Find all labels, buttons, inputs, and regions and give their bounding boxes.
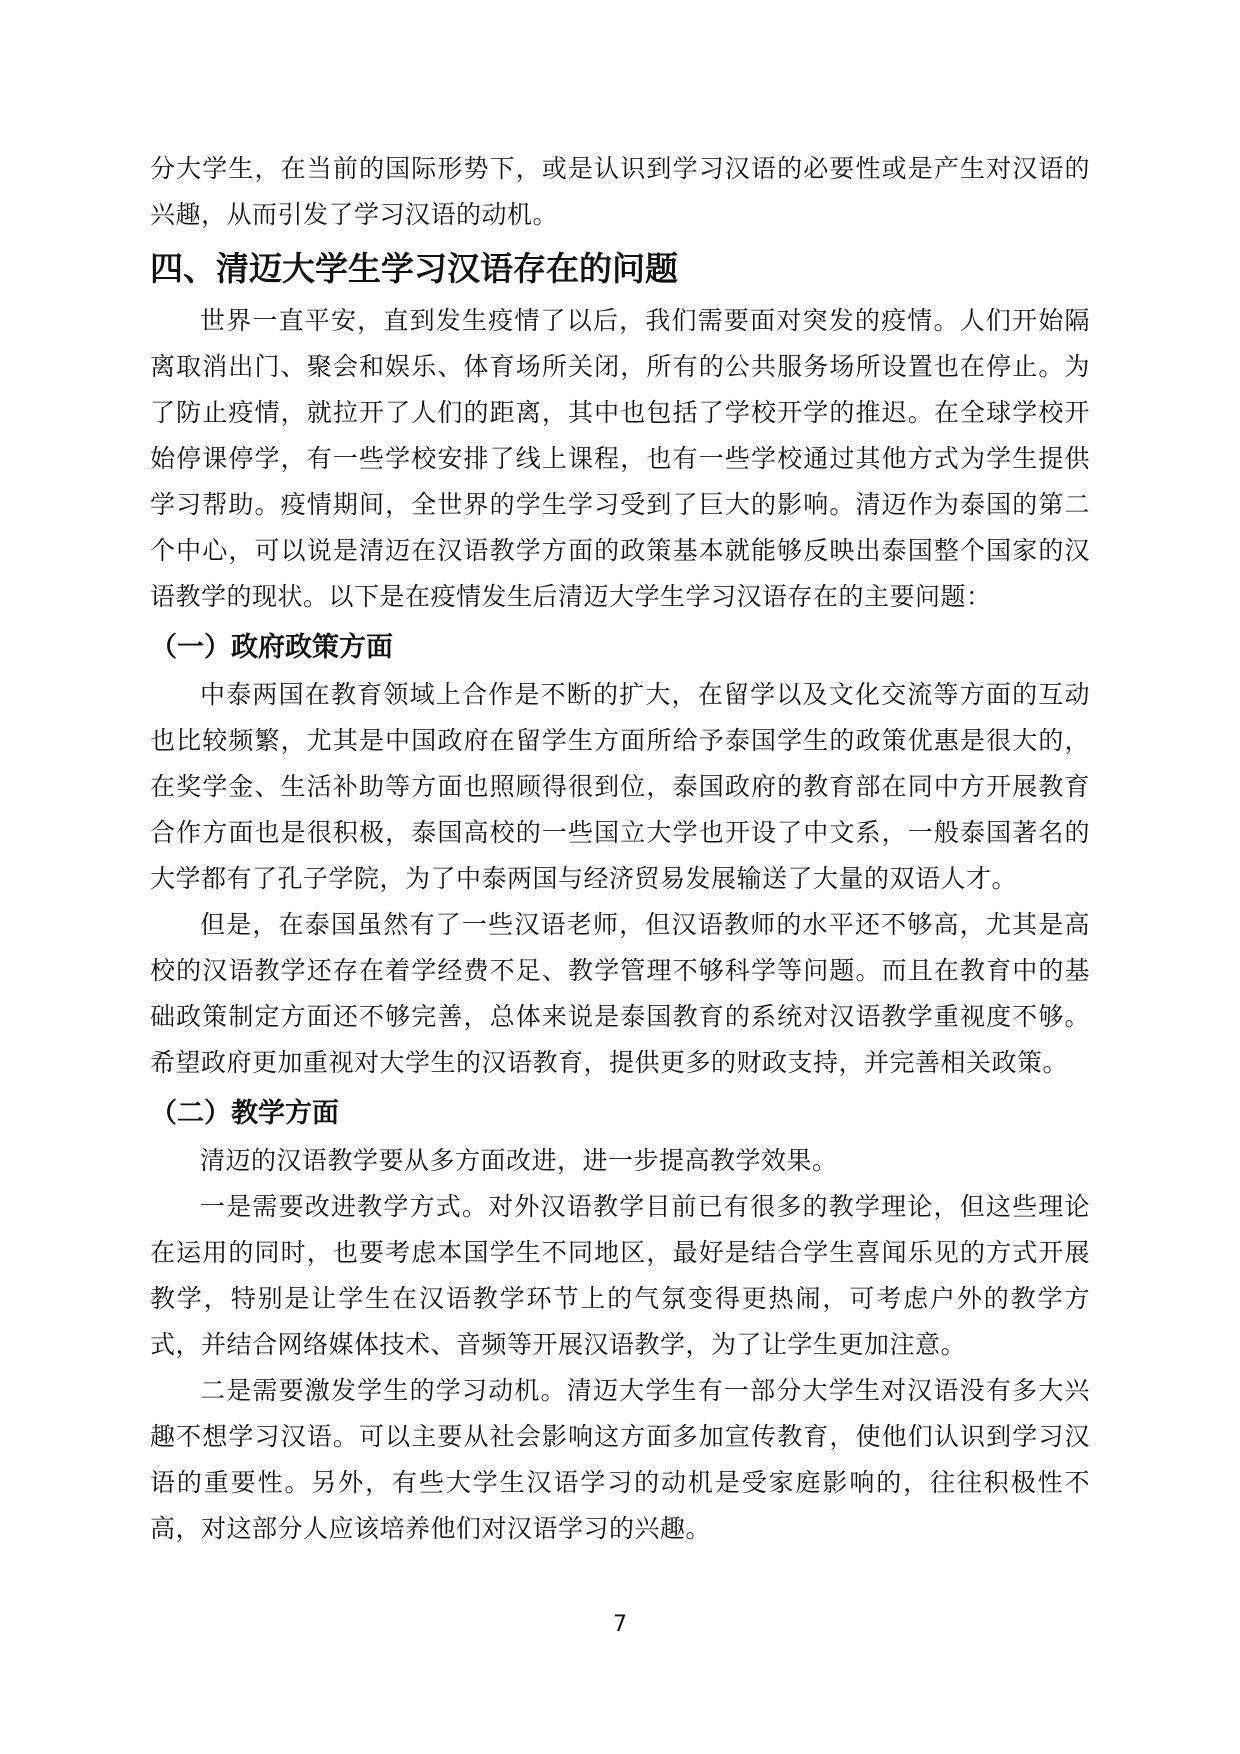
paragraph-continued: 分大学生，在当前的国际形势下，或是认识到学习汉语的必要性或是产生对汉语的兴趣，从而引发了学习汉语的动机。 <box>150 154 1090 229</box>
paragraph-motivation: 二是需要激发学生的学习动机。清迈大学生有一部分大学生对汉语没有多大兴趣不想学习汉语。可以主要从社会影响这方面多加宣传教育，使他们认识到学习汉语的重要性。另外，有些大学生汉语学习的动机是受家庭影响的，往往积极性不高，对这部分人应该培养他们对汉语学习的兴趣。 <box>150 1376 1090 1543</box>
paragraph-teaching-intro: 清迈的汉语教学要从多方面改进，进一步提高教学效果。 <box>200 1146 838 1175</box>
subsection-heading-teaching: （二）教学方面 <box>150 1098 339 1129</box>
paragraph-teacher-level: 但是，在泰国虽然有了一些汉语老师，但汉语教师的水平还不够高，尤其是高校的汉语教学还存在着学经费不足、教学管理不够科学等问题。而且在教育中的基础政策制定方面还不够完善，总体来说是泰国教育的系统对汉语教学重视度不够。希望政府更加重视对大学生的汉语教育，提供更多的财政支持，并完善相关政策。 <box>150 910 1090 1077</box>
paragraph-teaching-methods: 一是需要改进教学方式。对外汉语教学目前已有很多的教学理论，但这些理论在运用的同时，也要考虑本国学生不同地区，最好是结合学生喜闻乐见的方式开展教学，特别是让学生在汉语教学环节上的气氛变得更热闹，可考虑户外的教学方式，并结合网络媒体技术、音频等开展汉语教学，为了让学生更加注意。 <box>150 1192 1090 1359</box>
paragraph-cooperation: 中泰两国在教育领域上合作是不断的扩大，在留学以及文化交流等方面的互动也比较频繁，尤其是中国政府在留学生方面所给予泰国学生的政策优惠是很大的，在奖学金、生活补助等方面也照顾得很到位，泰国政府的教育部在同中方开展教育合作方面也是很积极，泰国高校的一些国立大学也开设了中文系，一般泰国著名的大学都有了孔子学院，为了中泰两国与经济贸易发展输送了大量的双语人才。 <box>150 680 1090 893</box>
document-body <box>150 146 1090 1552</box>
subsection-heading-government-policy: （一）政府政策方面 <box>150 632 393 663</box>
section-heading-four: 四、清迈大学生学习汉语存在的问题 <box>150 249 678 288</box>
paragraph-pandemic: 世界一直平安，直到发生疫情了以后，我们需要面对突发的疫情。人们开始隔离取消出门、聚会和娱乐、体育场所关闭，所有的公共服务场所设置也在停止。为了防止疫情，就拉开了人们的距离，其中也包括了学校开学的推迟。在全球学校开始停课停学，有一些学校安排了线上课程，也有一些学校通过其他方式为学生提供学习帮助。疫情期间，全世界的学生学习受到了巨大的影响。清迈作为泰国的第二个中心，可以说是清迈在汉语教学方面的政策基本就能够反映出泰国整个国家的汉语教学的现状。以下是在疫情发生后清迈大学生学习汉语存在的主要问题： <box>150 306 1090 611</box>
page-number: 7 <box>613 1612 627 1637</box>
